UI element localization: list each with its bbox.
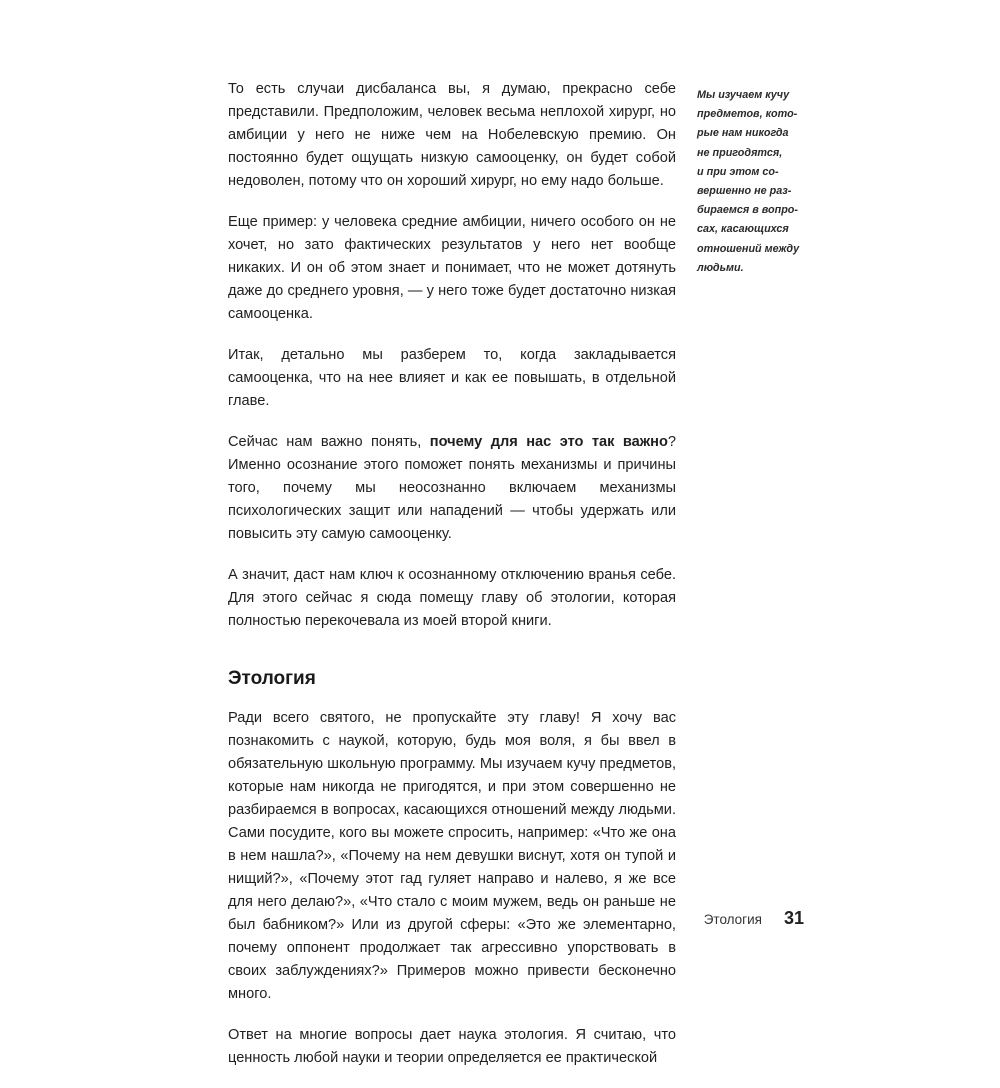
margin-quote-line: и при этом со-: [697, 165, 779, 178]
page-footer: [704, 908, 804, 929]
margin-quote-line: предметов, кото-: [697, 108, 798, 121]
text-fragment: Сейчас нам важно понять,: [228, 434, 430, 450]
margin-quote: [697, 86, 815, 278]
margin-quote-line: рые нам никогда: [697, 127, 789, 140]
section-heading: Этология: [228, 668, 316, 689]
margin-quote-line: людьми.: [697, 261, 744, 274]
paragraph-why-important: [228, 431, 676, 546]
paragraph-key: А значит, даст нам ключ к осознанному отключению вранья себе. Для этого сейчас я сюда помещу главу об этологии, которая полностью перекочевала из моей второй книги.: [228, 567, 676, 629]
paragraph-example: Еще пример: у человека средние амбиции, ничего особого он не хочет, но зато фактических результатов у него нет вообще никаких. И он об этом знает и понимает, что не может дотянуть даже до среднего уровня, — у него тоже будет достаточно низкая самооценка.: [228, 214, 676, 322]
running-footer-title: Этология: [703, 912, 762, 927]
paragraph-dont-skip: Ради всего святого, не пропускайте эту главу! Я хочу вас познакомить с наукой, которую, будь моя воля, я бы ввел в обязательную школьную программу. Мы изучаем кучу предметов, которые нам никогда не пригодятся, и при этом совершенно не разбираемся в вопросах, касающихся отношений между людьми. Сами посудите, кого вы можете спросить, например: «Что же она в нем нашла?», «Почему на нем девушки виснут, хотя он тупой и нищий?», «Почему этот гад гуляет направо и налево, я же все для него делаю?», «Что стало с моим мужем, ведь он раньше не был бабником?» Или из другой сферы: «Это же элементарно, почему оппонент продолжает так агрессивно упорствовать в своих заблуждениях?» Примеров можно привести бесконечно много.: [228, 710, 676, 1002]
margin-quote-line: сах, касающихся: [697, 223, 789, 236]
paragraph-answer: Ответ на многие вопросы дает наука этология. Я считаю, что ценность любой науки и теории определяется ее практической: [228, 1027, 676, 1066]
margin-quote-line: Мы изучаем кучу: [697, 89, 790, 101]
margin-quote-line: вершенно не раз-: [697, 185, 792, 198]
paragraph-imbalance: То есть случаи дисбаланса вы, я думаю, прекрасно себе представили. Предположим, человек весьма неплохой хирург, но амбиции у него не ниже чем на Нобелевскую премию. Он постоянно будет ощущать низкую самооценку, он будет собой недоволен, потому что он хороший хирург, но ему надо больше.: [228, 81, 676, 189]
margin-quote-line: не пригодятся,: [697, 146, 783, 159]
page-number: 31: [783, 908, 804, 928]
margin-quote-line: бираемся в вопро-: [697, 204, 798, 217]
main-text-column: [228, 78, 676, 1088]
paragraph-details: Итак, детально мы разберем то, когда закладывается самооценка, что на нее влияет и как ее повышать, в отдельной главе.: [228, 347, 676, 409]
text-fragment: ? Именно осознание этого поможет понять механизмы и причины того, почему мы неосознанно включаем механизмы психологических защит или нападений — чтобы удержать или повысить эту самую самооценку.: [228, 434, 676, 542]
bold-phrase: почему для нас это так важно: [429, 434, 668, 450]
margin-quote-line: отношений между: [697, 242, 800, 255]
